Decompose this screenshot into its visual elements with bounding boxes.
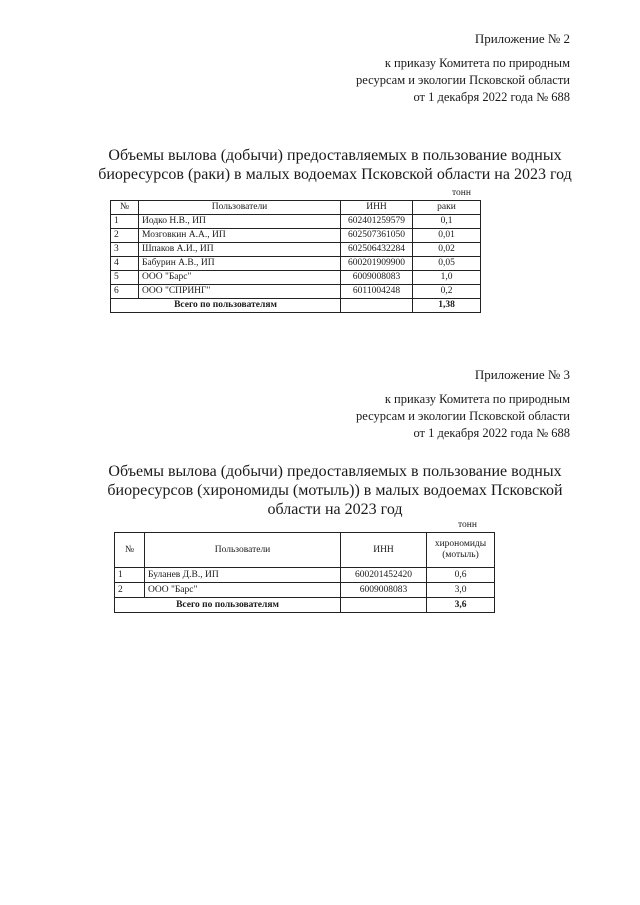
table-total-row [115,598,495,613]
table-row [115,583,495,598]
row-user: Буланев Д.В., ИП [145,568,341,583]
table-total-row [111,299,481,313]
table-row [111,215,481,229]
table-header-row [111,201,481,215]
col-header-num: № [111,201,139,215]
col-header-value-line2: (мотыль) [442,550,479,560]
annex3-line1: к приказу Комитета по природным [384,392,570,406]
row-value: 0,2 [413,285,481,299]
col-header-users: Пользователи [145,533,341,568]
annex2-header [270,30,570,106]
row-inn: 600201452420 [341,568,427,583]
section2-unit: тонн [458,520,477,530]
section2-title-line2: биоресурсов (хирономиды (мотыль)) в малых водоемах Псковской [107,482,563,499]
row-inn: 602507361050 [341,229,413,243]
row-value: 0,01 [413,229,481,243]
row-num: 2 [111,229,139,243]
row-value: 3,0 [427,583,495,598]
annex3-number: Приложение № 3 [474,367,570,382]
table-row [115,568,495,583]
row-num: 3 [111,243,139,257]
total-label: Всего по пользователям [111,299,341,313]
col-header-value [427,533,495,568]
section1-unit: тонн [452,188,471,198]
row-user: Мозговкин А.А., ИП [139,229,341,243]
section1-table [110,200,481,313]
row-value: 0,02 [413,243,481,257]
section2-title [95,462,575,519]
row-value: 1,0 [413,271,481,285]
row-user: Бабурин А.В., ИП [139,257,341,271]
col-header-value: раки [413,201,481,215]
total-value: 1,38 [413,299,481,313]
table-row [111,271,481,285]
section1-title [95,146,575,184]
section2-title-line3: области на 2023 год [267,501,403,518]
table-row [111,285,481,299]
annex3-line3: от 1 декабря 2022 года № 688 [413,426,570,440]
row-num: 1 [115,568,145,583]
row-inn: 6011004248 [341,285,413,299]
annex2-line3: от 1 декабря 2022 года № 688 [413,90,570,104]
row-user: ООО "Барс" [139,271,341,285]
section1-title-line1: Объемы вылова (добычи) предоставляемых в пользование водных [108,147,562,164]
section1-title-line2: биоресурсов (раки) в малых водоемах Псковской области на 2023 год [98,166,572,183]
total-inn-empty [341,299,413,313]
col-header-num: № [115,533,145,568]
section2-title-line1: Объемы вылова (добычи) предоставляемых в пользование водных [108,463,562,480]
row-user: Шпаков А.И., ИП [139,243,341,257]
row-value: 0,1 [413,215,481,229]
row-user: ООО "СПРИНГ" [139,285,341,299]
annex2-line2: ресурсам и экологии Псковской области [355,73,570,87]
row-inn: 6009008083 [341,271,413,285]
row-num: 5 [111,271,139,285]
table-row [111,243,481,257]
table-row [111,257,481,271]
row-inn: 6009008083 [341,583,427,598]
annex3-line2: ресурсам и экологии Псковской области [355,409,570,423]
table-header-row [115,533,495,568]
table-row [111,229,481,243]
col-header-inn: ИНН [341,533,427,568]
row-inn: 602401259579 [341,215,413,229]
row-num: 1 [111,215,139,229]
col-header-users: Пользователи [139,201,341,215]
row-inn: 602506432284 [341,243,413,257]
row-num: 4 [111,257,139,271]
total-label: Всего по пользователям [115,598,341,613]
row-inn: 600201909900 [341,257,413,271]
col-header-inn: ИНН [341,201,413,215]
annex2-number: Приложение № 2 [474,31,570,46]
section2-table [114,532,495,613]
row-value: 0,05 [413,257,481,271]
col-header-value-line1: хирономиды [434,539,487,549]
row-user: ООО "Барс" [145,583,341,598]
annex2-line1: к приказу Комитета по природным [384,56,570,70]
row-user: Иодко Н.В., ИП [139,215,341,229]
total-value: 3,6 [427,598,495,613]
annex3-header [270,366,570,442]
row-value: 0,6 [427,568,495,583]
total-inn-empty [341,598,427,613]
row-num: 2 [115,583,145,598]
row-num: 6 [111,285,139,299]
